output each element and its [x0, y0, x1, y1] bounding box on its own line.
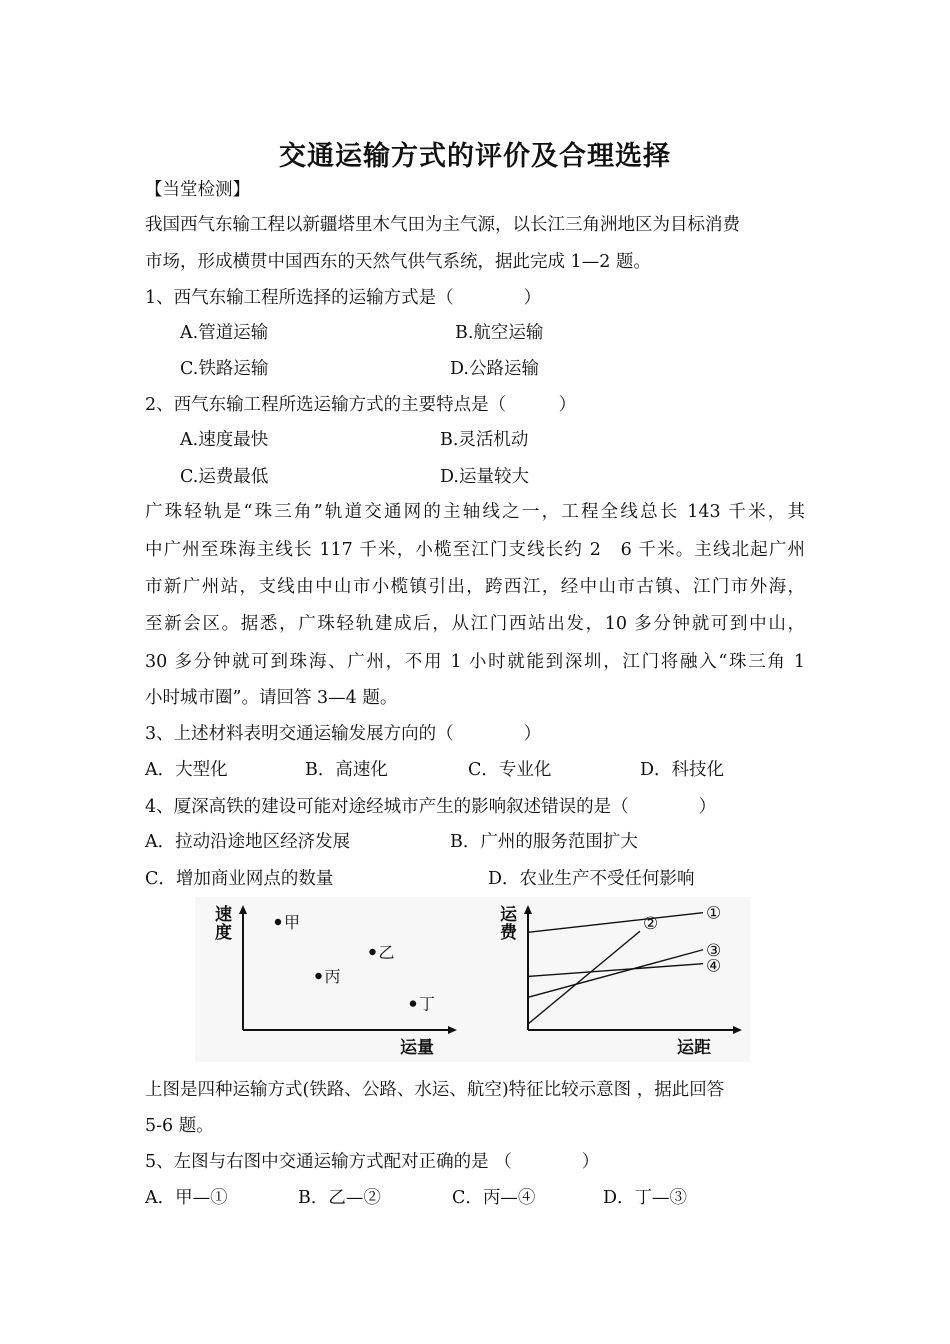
q5-option-d: D．丁—③ — [603, 1188, 688, 1208]
q2-option-a: A.速度最快 — [180, 430, 269, 450]
intro2-line6: 小时城市圈”。请回答 3—4 题。 — [145, 688, 398, 708]
left-point-dot-2 — [369, 949, 375, 955]
right-x-arrow — [733, 1026, 742, 1034]
right-series-line-3 — [528, 950, 703, 998]
intro1-line2: 市场，形成横贯中国西东的天然气供气系统，据此完成 1—2 题。 — [145, 252, 651, 272]
q1-option-c: C.铁路运输 — [180, 359, 269, 379]
right-series-label-4: ④ — [706, 956, 722, 977]
q2-stem: 2、西气东输工程所选运输方式的主要特点是（ ） — [145, 395, 577, 415]
q4-option-b: B．广州的服务范围扩大 — [450, 832, 638, 852]
right-series-label-1: ① — [706, 903, 722, 924]
q2-option-b: B.灵活机动 — [440, 430, 529, 450]
transport-comparison-figure — [195, 897, 750, 1062]
right-y-label-2: 费 — [500, 923, 517, 943]
intro1-line1: 我国西气东输工程以新疆塔里木气田为主气源，以长江三角洲地区为目标消费 — [145, 215, 740, 235]
right-series-label-3: ③ — [706, 940, 722, 961]
left-point-label-1: 甲 — [284, 913, 301, 932]
q1-option-d: D.公路运输 — [450, 359, 539, 379]
q3-option-c: C．专业化 — [468, 760, 552, 780]
q5-option-a: A．甲—① — [145, 1188, 228, 1208]
left-point-label-2: 乙 — [378, 943, 395, 962]
q4-option-d: D．农业生产不受任何影响 — [488, 869, 695, 889]
q4-option-a: A．拉动沿途地区经济发展 — [145, 832, 351, 852]
left-points — [275, 913, 435, 1014]
q1-stem: 1、西气东输工程所选择的运输方式是（ ） — [145, 288, 542, 308]
left-point-dot-4 — [410, 1000, 416, 1006]
left-chart — [215, 904, 457, 1058]
left-y-label-2: 度 — [215, 923, 232, 943]
q5-stem: 5、左图与右图中交通运输方式配对正确的是 （ ） — [145, 1152, 600, 1172]
q2-option-c: C.运费最低 — [180, 467, 269, 487]
section-heading: 【当堂检测】 — [145, 180, 250, 200]
q4-stem: 4、厦深高铁的建设可能对途经城市产生的影响叙述错误的是（ ） — [145, 797, 717, 817]
right-series-line-4 — [528, 964, 703, 977]
right-y-arrow — [524, 905, 532, 914]
right-series-line-1 — [528, 913, 703, 933]
left-point-label-3: 丙 — [324, 967, 341, 986]
right-chart — [500, 904, 742, 1058]
figure-svg — [195, 897, 750, 1062]
right-x-label: 运距 — [677, 1038, 711, 1058]
q1-option-a: A.管道运输 — [180, 323, 269, 343]
q5-option-c: C．丙—④ — [452, 1188, 536, 1208]
left-point-dot-1 — [275, 919, 281, 925]
q5-option-b: B．乙—② — [298, 1188, 381, 1208]
intro2-line4: 至新会区。据悉，广珠轻轨建成后，从江门西站出发，10 多分钟就可到中山， — [145, 614, 805, 634]
left-y-label-1: 速 — [215, 905, 232, 925]
q4-option-c: C．增加商业网点的数量 — [145, 869, 334, 889]
left-point-dot-3 — [315, 973, 321, 979]
left-x-arrow — [448, 1026, 457, 1034]
left-y-arrow — [239, 905, 247, 914]
right-series-line-2 — [528, 931, 640, 1024]
intro2-line5: 30 多分钟就可到珠海、广州，不用 1 小时就能到深圳，江门将融入“珠三角 1 — [145, 652, 805, 672]
intro2-line3: 市新广州站，支线由中山市小榄镇引出，跨西江，经中山市古镇、江门市外海， — [145, 577, 805, 597]
q3-stem: 3、上述材料表明交通运输发展方向的（ ） — [145, 724, 542, 744]
caption-line1: 上图是四种运输方式(铁路、公路、水运、航空)特征比较示意图 ，据此回答 — [145, 1080, 725, 1100]
q1-option-b: B.航空运输 — [455, 323, 544, 343]
q2-option-d: D.运量较大 — [440, 467, 529, 487]
intro2-line2: 中广州至珠海主线长 117 千米，小榄至江门支线长约 2 6 千米。主线北起广州 — [145, 540, 805, 560]
q3-option-b: B．高速化 — [305, 760, 388, 780]
caption-line2: 5-6 题。 — [145, 1116, 214, 1136]
right-series-label-2: ② — [643, 914, 659, 935]
q3-option-d: D．科技化 — [640, 760, 725, 780]
page-title: 交通运输方式的评价及合理选择 — [279, 141, 671, 172]
q3-option-a: A．大型化 — [145, 760, 228, 780]
right-lines — [528, 904, 721, 1024]
right-y-label-1: 运 — [500, 905, 517, 925]
left-x-label: 运量 — [400, 1038, 434, 1058]
left-point-label-4: 丁 — [419, 994, 436, 1014]
intro2-line1: 广珠轻轨是“珠三角”轨道交通网的主轴线之一，工程全线总长 143 千米，其 — [145, 502, 805, 522]
